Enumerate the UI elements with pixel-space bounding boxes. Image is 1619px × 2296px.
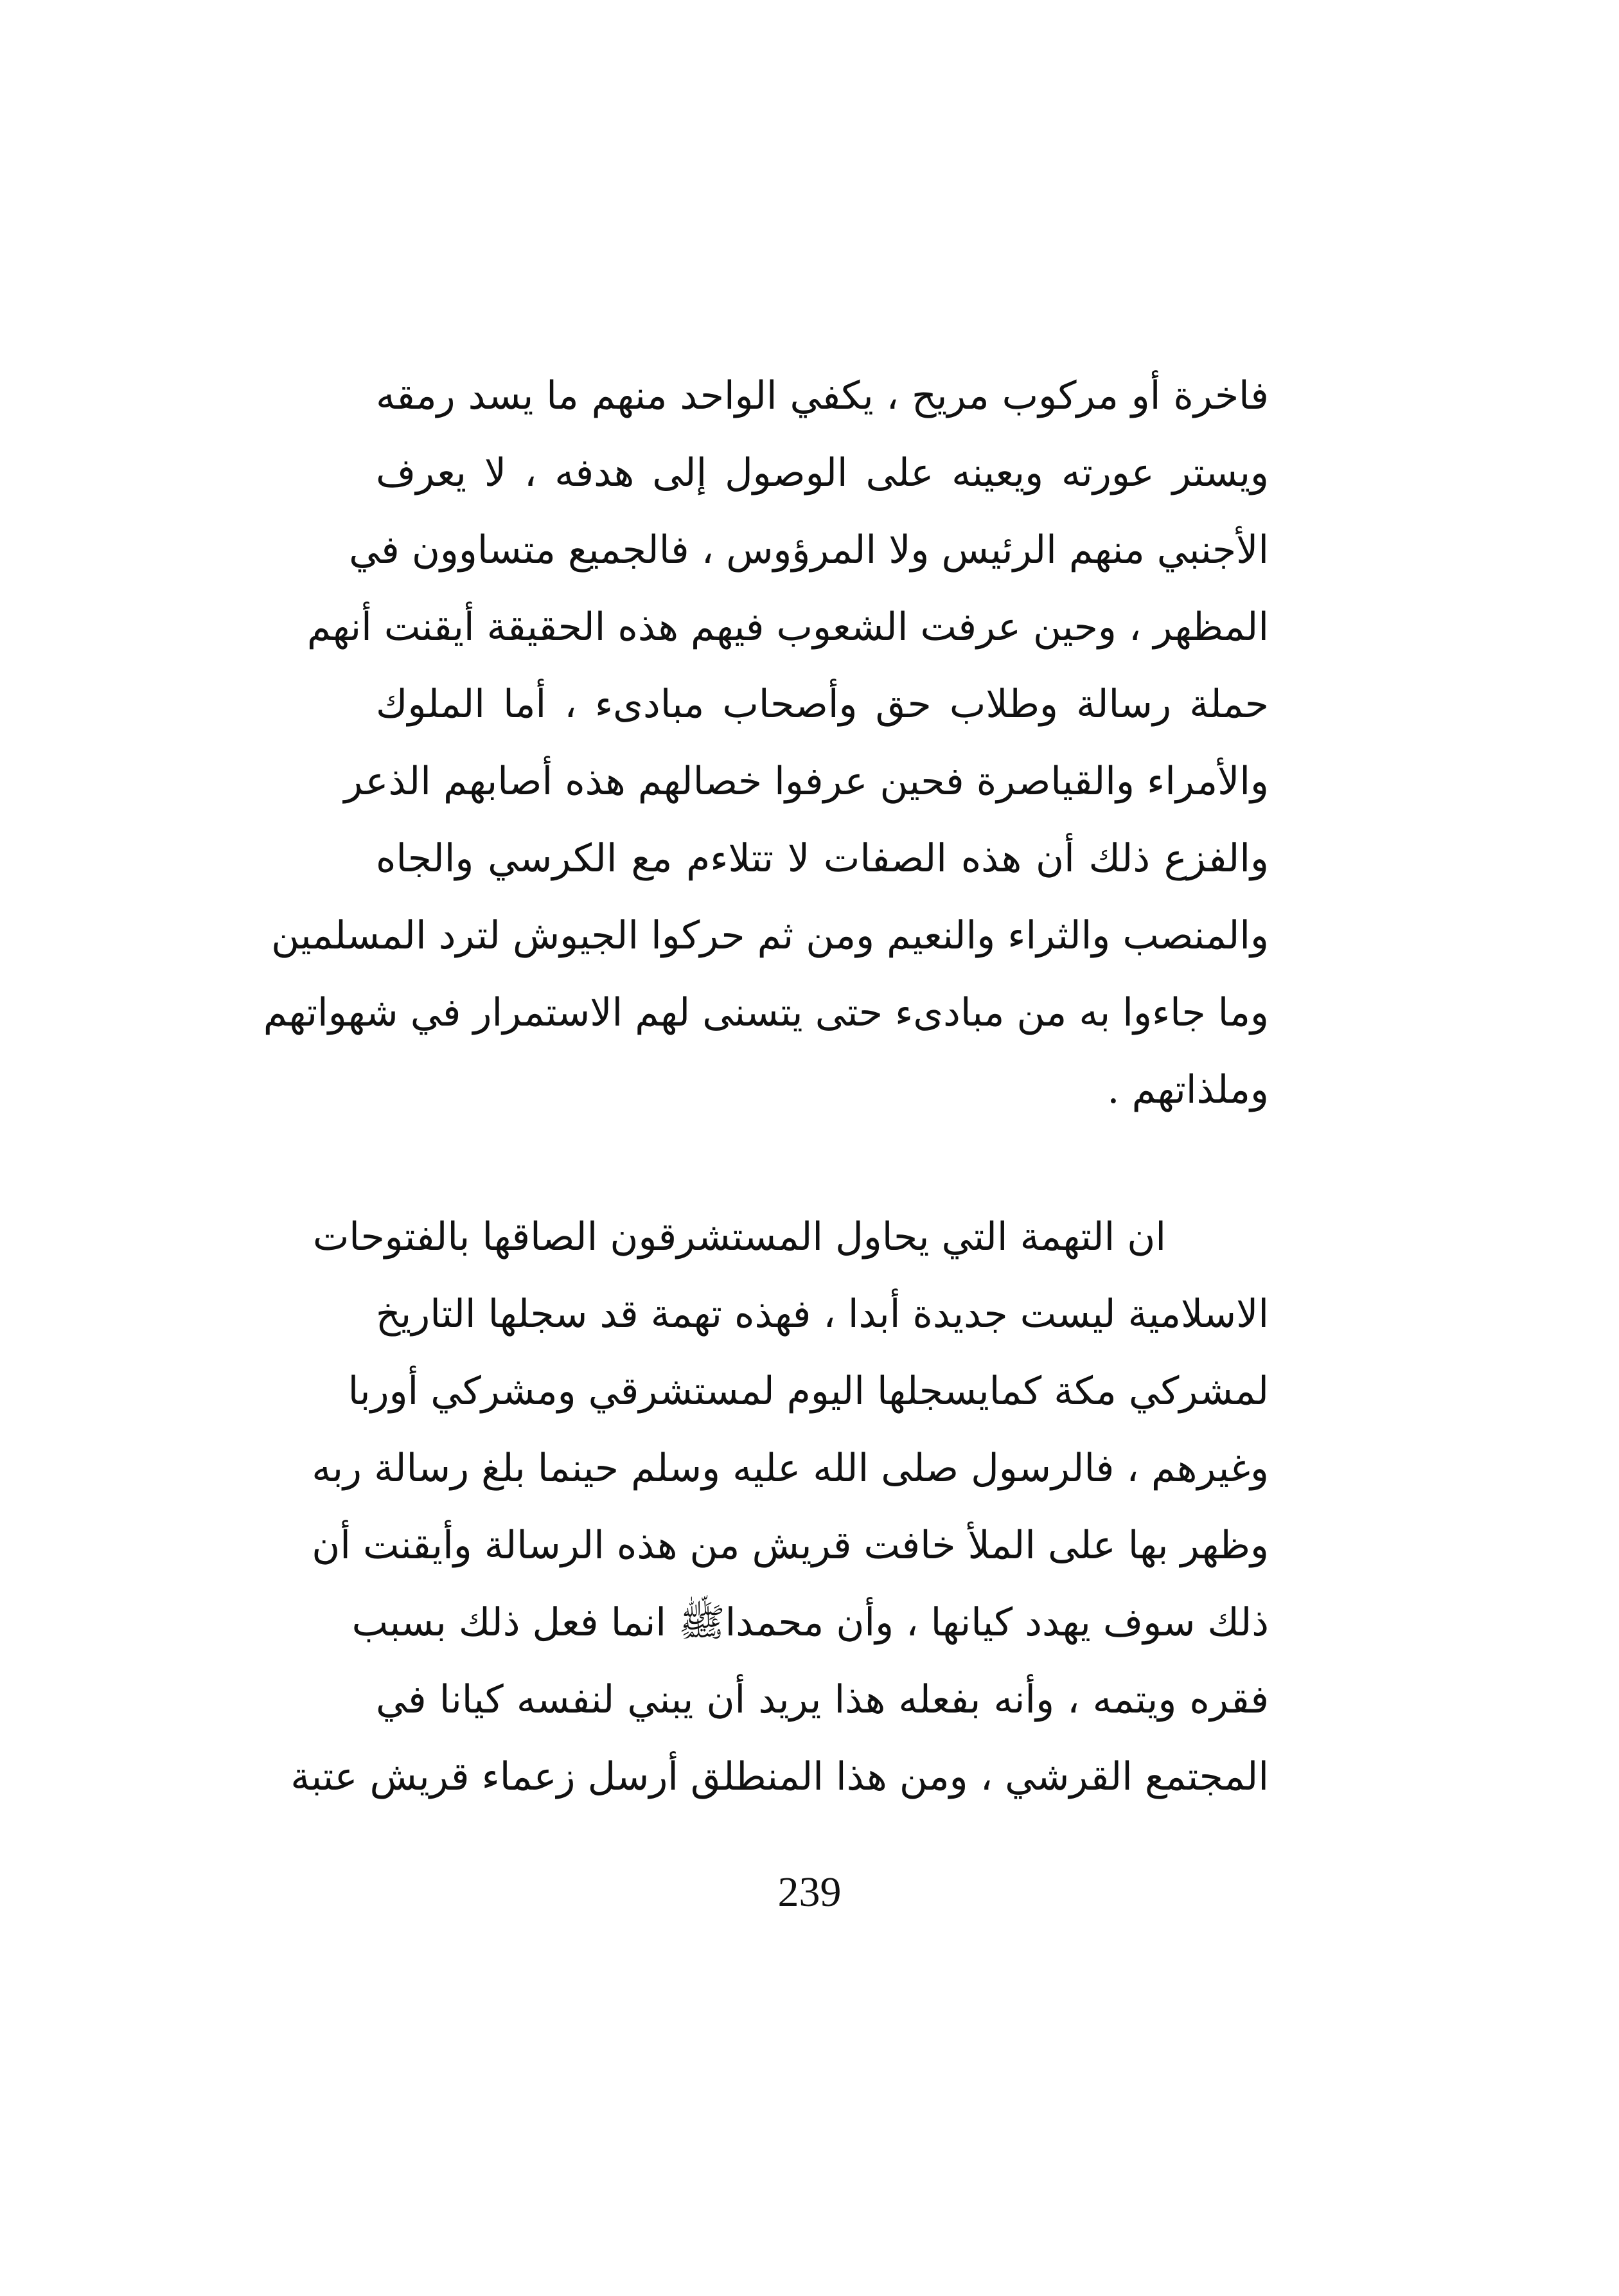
text-line: وملذاتهم .	[1107, 1067, 1269, 1112]
text-line: المجتمع القرشي ، ومن هذا المنطلق أرسل زعماء قريش عتبة	[290, 1754, 1269, 1799]
text-line: وظهر بها على الملأ خافت قريش من هذه الرسالة وأيقنت أن	[312, 1523, 1269, 1568]
page-number: 239	[777, 1869, 842, 1916]
text-line: والأمراء والقياصرة فحين عرفوا خصالهم هذه أصابهم الذعر	[344, 759, 1269, 804]
paragraph-2	[290, 1198, 1269, 1815]
text-line: المظهر ، وحين عرفت الشعوب فيهم هذه الحقيقة أيقنت أنهم	[306, 605, 1269, 650]
text-line: وما جاءوا به من مبادىء حتى يتسنى لهم الاستمرار في شهواتهم	[263, 990, 1269, 1035]
text-line: فقره ويتمه ، وأنه بفعله هذا يريد أن يبني لنفسه كيانا في	[376, 1677, 1269, 1722]
text-line: ويستر عورته ويعينه على الوصول إلى هدفه ، لا يعرف	[376, 450, 1269, 495]
text-line: فاخرة أو مركوب مريح ، يكفي الواحد منهم ما يسد رمقه	[376, 373, 1269, 418]
text-line: والفزع ذلك أن هذه الصفات لا تتلاءم مع الكرسي والجاه	[376, 836, 1269, 881]
text-line: والمنصب والثراء والنعيم ومن ثم حركوا الجيوش لترد المسلمين	[271, 913, 1269, 958]
text-line: الأجنبي منهم الرئيس ولا المرؤوس ، فالجميع متساوون في	[349, 528, 1269, 573]
text-line: لمشركي مكة كمايسجلها اليوم لمستشرقي ومشركي أوربا	[348, 1369, 1269, 1414]
text-line: حملة رسالة وطلاب حق وأصحاب مبادىء ، أما الملوك	[376, 682, 1269, 727]
text-line: ان التهمة التي يحاول المستشرقون الصاقها بالفتوحات	[312, 1215, 1166, 1259]
text-line: وغيرهم ، فالرسول صلى الله عليه وسلم حينما بلغ رسالة ربه	[312, 1446, 1269, 1491]
text-line: ذلك سوف يهدد كيانها ، وأن محمداﷺ انما فعل ذلك بسبب	[351, 1600, 1269, 1645]
text-line: الاسلامية ليست جديدة أبدا ، فهذه تهمة قد سجلها التاريخ	[375, 1292, 1269, 1337]
paragraph-1	[263, 357, 1269, 1128]
